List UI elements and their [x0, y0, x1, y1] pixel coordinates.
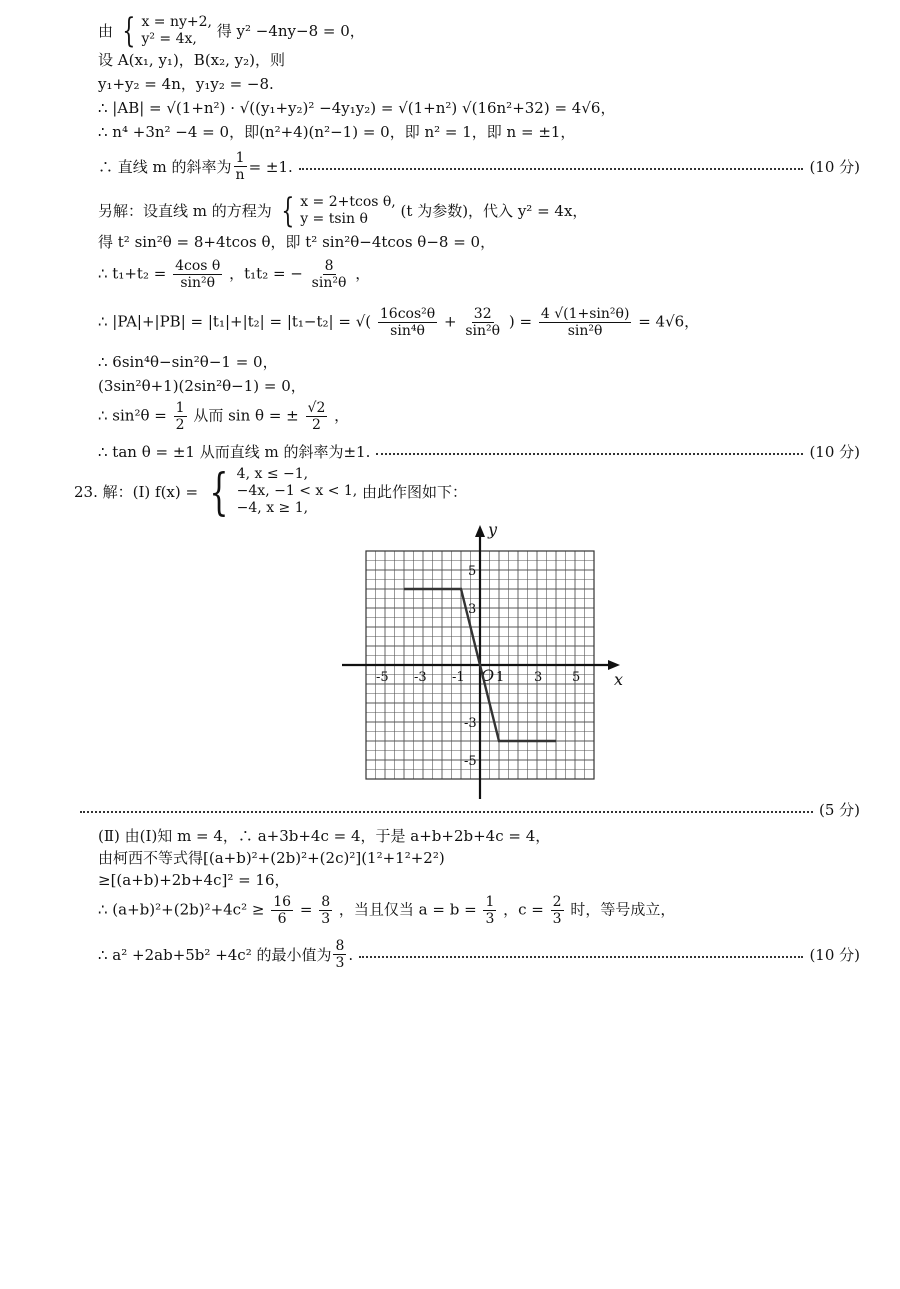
fraction: $\frac{2}{3}$ [552, 894, 562, 927]
line-15 [74, 462, 860, 521]
text: 从而 sin θ = ± [193, 406, 299, 425]
line-4: ∴ |AB| = √(1+n²) · √((y₁+y₂)² −4y₁y₂) = √(1+n²) √(16n²+32) = 4√6， [98, 99, 616, 117]
system-row: x = 2+tcos θ, [300, 194, 396, 210]
piecewise-function: { 4, x ≤ −1, −4x, −1 < x < 1, −4, x ≥ 1, [209, 462, 358, 521]
system-row: y = tsin θ [300, 211, 368, 227]
text: ∴ sin²θ = [98, 406, 167, 425]
line-14 [98, 442, 860, 462]
text: ∴ t₁+t₂ = [98, 264, 167, 283]
piece-row: −4x, −1 < x < 1, [236, 483, 358, 499]
text: = ±1. [248, 157, 293, 176]
text: . [348, 945, 354, 964]
line-16 [74, 800, 860, 820]
function-graph [340, 520, 640, 810]
y-tick-label: -3 [464, 716, 477, 731]
score: (10 分) [809, 443, 860, 461]
text: ) = [508, 312, 533, 331]
text: ∴ |PA|+|PB| = |t₁|+|t₂| = |t₁−t₂| = √( [98, 312, 372, 331]
y-axis-label: y [488, 520, 498, 539]
text: 23. 解：(Ⅰ) f(x) = [74, 482, 199, 501]
line-17: (Ⅱ) 由(Ⅰ)知 m = 4，∴ a+3b+4c = 4，于是 a+b+2b+4c = 4， [98, 827, 551, 845]
text: ，t₁t₂ = − [229, 264, 303, 283]
text: 得 y² −4ny−8 = 0， [216, 22, 365, 40]
fraction: $\frac{16}{6}$ [273, 894, 292, 927]
fraction: $\frac{\text{4cos θ}}{\text{sin²θ}}$ [175, 258, 221, 291]
text: ，c = [503, 900, 544, 919]
dot-leader [359, 956, 803, 958]
line-2: 设 A(x₁, y₁)，B(x₂, y₂)，则 [98, 51, 286, 69]
y-tick-label: 3 [468, 602, 477, 617]
fraction: $\frac{\text{16cos²θ}}{\text{sin⁴θ}}$ [379, 306, 436, 339]
text: 由 [98, 22, 114, 40]
equation-system: { x = 2+tcos θ, y = tsin θ [280, 191, 396, 231]
line-13 [98, 400, 860, 433]
text: 另解：设直线 m 的方程为 [98, 202, 272, 220]
fraction: $\frac{32}{\text{sin²θ}}$ [465, 306, 501, 339]
fraction: $\frac{8}{\text{sin²θ}}$ [311, 258, 347, 291]
x-tick-label: 3 [534, 670, 543, 685]
y-axis-arrow [475, 525, 485, 537]
x-tick-label: 1 [496, 670, 505, 685]
line-12: (3sin²θ+1)(2sin²θ−1) = 0， [98, 377, 306, 395]
equation-system: { x = ny+2, y² = 4x, [122, 11, 212, 51]
line-7 [98, 191, 860, 231]
line-10 [98, 306, 860, 339]
system-row: x = ny+2, [141, 14, 212, 30]
text: + [443, 312, 457, 331]
fraction: $\frac{1}{2}$ [175, 400, 185, 433]
x-tick-label: -5 [376, 670, 389, 685]
fraction: $\frac{\text{4 √(1+sin²θ)}}{\text{sin²θ}}$ [540, 306, 630, 339]
score: (10 分) [809, 157, 860, 176]
line-9 [98, 258, 860, 291]
fraction: $\frac{1}{3}$ [485, 894, 495, 927]
dot-leader [80, 811, 813, 813]
y-tick-label: -5 [464, 754, 477, 769]
origin-label: O [481, 666, 495, 685]
piece-row: −4, x ≥ 1, [236, 500, 309, 516]
fraction: $\frac{√2}{2}$ [307, 400, 326, 433]
text: ∴ tan θ = ±1 从而直线 m 的斜率为±1. [98, 443, 371, 461]
line-5: ∴ n⁴ +3n² −4 = 0，即(n²+4)(n²−1) = 0，即 n² = 1，即 n = ±1， [98, 123, 576, 141]
fraction: $\frac{8}{3}$ [335, 938, 345, 971]
line-18: 由柯西不等式得[(a+b)²+(2b)²+(2c)²](1²+1²+2²) [98, 849, 445, 867]
text: = 4√6， [638, 312, 700, 331]
x-tick-label: -1 [452, 670, 465, 685]
text: ， [355, 264, 371, 283]
line-3: y₁+y₂ = 4n，y₁y₂ = −8. [98, 75, 274, 93]
line-11: ∴ 6sin⁴θ−sin²θ−1 = 0， [98, 353, 278, 371]
x-axis-arrow [608, 660, 620, 670]
text: (t 为参数)，代入 y² = 4x， [400, 202, 588, 220]
system-row: y² = 4x, [141, 31, 197, 47]
line-19: ≥[(a+b)+2b+4c]² = 16， [98, 871, 290, 889]
text: ∴ (a+b)²+(2b)²+4c² ≥ [98, 900, 265, 919]
x-tick-label: -3 [414, 670, 427, 685]
text: = [299, 900, 313, 919]
x-tick-label: 5 [572, 670, 581, 685]
line-system-1 [98, 11, 860, 51]
fraction: $\frac{8}{3}$ [321, 894, 331, 927]
text: 由此作图如下： [362, 482, 468, 501]
line-21 [98, 938, 860, 971]
fraction: $\frac{1}{n}$ [235, 150, 245, 183]
text: ，当且仅当 a = b = [338, 900, 477, 919]
piece-row: 4, x ≤ −1, [236, 466, 309, 482]
text: ， [334, 406, 350, 425]
text: ∴ a² +2ab+5b² +4c² 的最小值为 [98, 945, 332, 964]
line-8: 得 t² sin²θ = 8+4tcos θ，即 t² sin²θ−4tcos θ−8 = 0， [98, 233, 496, 251]
text: ∴ 直线 m 的斜率为 [98, 157, 232, 176]
dot-leader [299, 168, 804, 170]
y-tick-label: 5 [468, 564, 477, 579]
line-20 [98, 894, 860, 927]
x-axis-label: x [614, 670, 624, 689]
text: 时，等号成立， [570, 900, 676, 919]
score: (5 分) [818, 801, 860, 819]
score: (10 分) [809, 945, 860, 964]
dot-leader [376, 453, 803, 455]
line-6 [98, 150, 860, 183]
